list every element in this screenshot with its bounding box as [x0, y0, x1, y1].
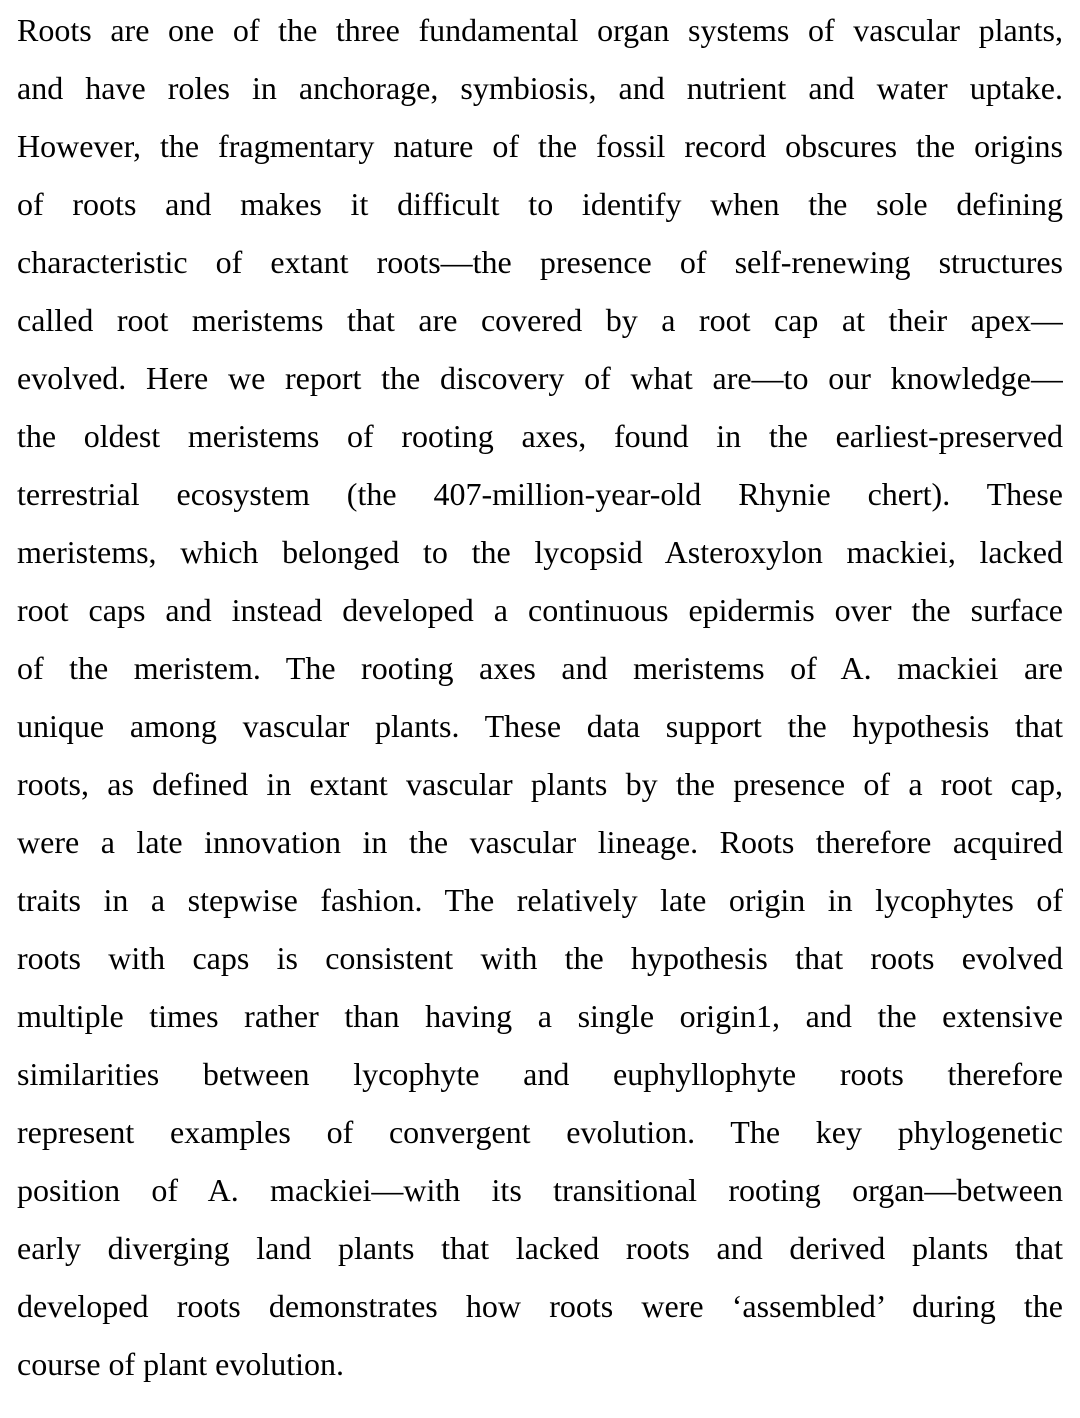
abstract-line: were a late innovation in the vascular lineage. Roots therefore acquired [17, 824, 1063, 860]
abstract-line: early diverging land plants that lacked roots and derived plants that [17, 1230, 1063, 1266]
abstract-line: Roots are one of the three fundamental organ systems of vascular plants, [17, 12, 1063, 48]
abstract-line: called root meristems that are covered by a root cap at their apex— [17, 302, 1063, 338]
abstract-line: evolved. Here we report the discovery of what are—to our knowledge— [17, 360, 1063, 396]
abstract-line: multiple times rather than having a single origin1, and the extensive [17, 998, 1063, 1034]
abstract-line: roots, as defined in extant vascular plants by the presence of a root cap, [17, 766, 1063, 802]
abstract-line: However, the fragmentary nature of the fossil record obscures the origins [17, 128, 1063, 164]
abstract-line: characteristic of extant roots—the presence of self-renewing structures [17, 244, 1063, 280]
abstract-line: root caps and instead developed a continuous epidermis over the surface [17, 592, 1063, 628]
abstract-line: roots with caps is consistent with the hypothesis that roots evolved [17, 940, 1063, 976]
abstract-line: position of A. mackiei—with its transitional rooting organ—between [17, 1172, 1063, 1208]
abstract-paragraph [17, 1, 1063, 1393]
abstract-line: and have roles in anchorage, symbiosis, and nutrient and water uptake. [17, 70, 1063, 106]
abstract-line: traits in a stepwise fashion. The relatively late origin in lycophytes of [17, 882, 1063, 918]
abstract-line: the oldest meristems of rooting axes, found in the earliest-preserved [17, 418, 1063, 454]
abstract-line-last: course of plant evolution. [17, 1346, 345, 1382]
abstract-line: terrestrial ecosystem (the 407-million-year-old Rhynie chert). These [17, 476, 1063, 512]
abstract-line: similarities between lycophyte and euphyllophyte roots therefore [17, 1056, 1063, 1092]
abstract-line: of the meristem. The rooting axes and meristems of A. mackiei are [17, 650, 1063, 686]
abstract-line: represent examples of convergent evolution. The key phylogenetic [17, 1114, 1063, 1150]
abstract-line: unique among vascular plants. These data support the hypothesis that [17, 708, 1063, 744]
abstract-line: developed roots demonstrates how roots were ‘assembled’ during the [17, 1288, 1063, 1324]
abstract-line: of roots and makes it difficult to identify when the sole defining [17, 186, 1063, 222]
abstract-line: meristems, which belonged to the lycopsid Asteroxylon mackiei, lacked [17, 534, 1063, 570]
